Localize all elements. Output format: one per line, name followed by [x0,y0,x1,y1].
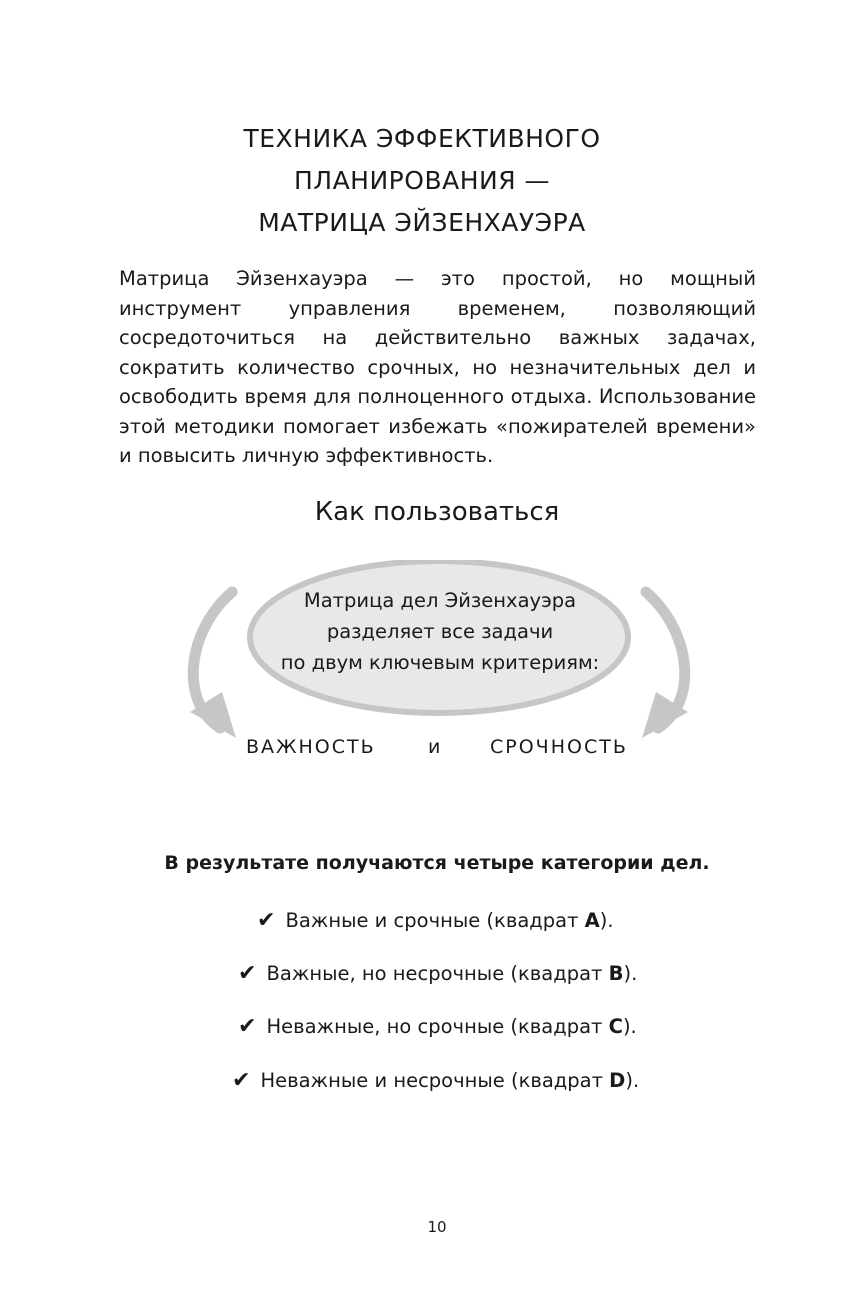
criterion-connector: и [428,736,443,758]
checkmark-icon: ✔ [238,961,257,986]
category-text: Неважные, но срочные (квадрат [266,1015,609,1038]
category-letter: A [584,909,600,932]
oval-line-2: разделяет все задачи [326,620,554,643]
checkmark-icon: ✔ [232,1068,251,1093]
category-item-a [257,906,614,936]
title-line-2: ПЛАНИРОВАНИЯ — [293,166,551,195]
category-end: ). [599,909,614,932]
page-title [0,118,844,244]
category-end: ). [622,1015,637,1038]
category-letter: C [608,1015,623,1038]
intro-paragraph: Матрица Эйзенхауэра — это простой, но мощный инструмент управления временем, позволяющий сосредоточиться на действительно важных задачах, сократить количество срочных, но незначительных дел и освободить время для полноценного отдыха. Использование этой методики помогает избежать «пожирателей времени» и повысить личную эффективность. [119,267,756,467]
oval-line-3: по двум ключевым критериям: [280,651,600,674]
page-number: 10 [427,1218,447,1236]
category-end: ). [623,962,638,985]
criterion-importance: ВАЖНОСТЬ [246,736,376,758]
category-letter: D [609,1069,626,1092]
category-end: ). [625,1069,640,1092]
criterion-urgency: СРОЧНОСТЬ [490,736,628,758]
title-line-1: ТЕХНИКА ЭФФЕКТИВНОГО [243,124,601,153]
category-letter: B [608,962,624,985]
oval-line-1: Матрица дел Эйзенхауэра [303,589,577,612]
category-text: Важные, но несрочные (квадрат [266,962,609,985]
checkmark-icon: ✔ [238,1014,257,1039]
category-item-c [238,1012,637,1042]
oval-text [245,585,635,678]
checkmark-icon: ✔ [257,908,276,933]
category-text: Важные и срочные (квадрат [285,909,585,932]
title-line-3: МАТРИЦА ЭЙЗЕНХАУЭРА [258,208,586,237]
category-item-d [232,1066,639,1096]
how-to-heading: Как пользоваться [314,497,560,527]
category-item-b [238,959,637,989]
category-text: Неважные и несрочные (квадрат [260,1069,610,1092]
result-line: В результате получаются четыре категории дел. [164,852,710,874]
